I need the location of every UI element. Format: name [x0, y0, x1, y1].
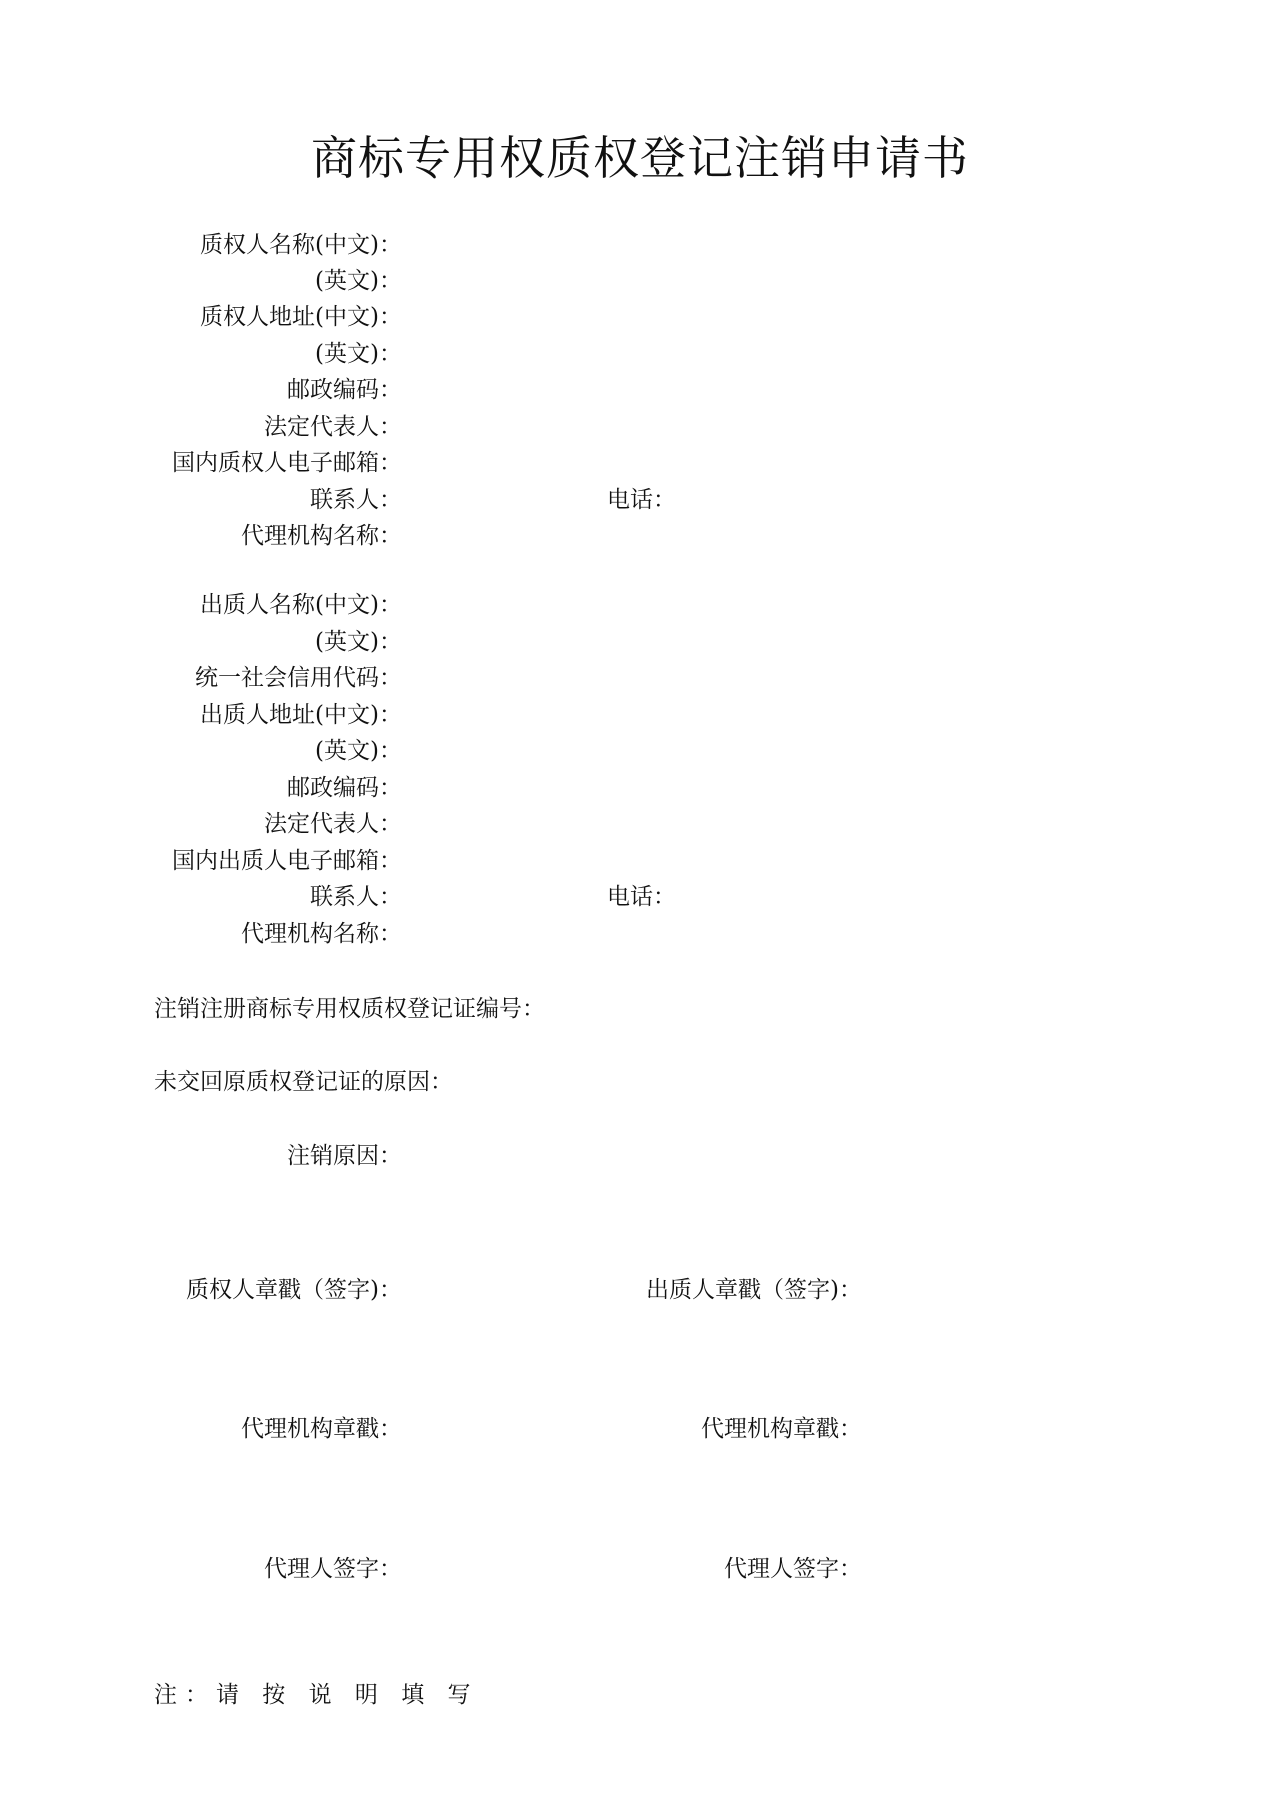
agent-sign-right-label: 代理人签字： [724, 1556, 862, 1582]
pledgee-email-label: 国内质权人电子邮箱： [172, 450, 402, 476]
pledgee-name-cn-label: 质权人名称(中文)： [200, 232, 402, 258]
pledgor-credit-code-label: 统一社会信用代码： [195, 665, 402, 691]
pledgor-agency-row [0, 916, 1280, 952]
pledgor-legal-rep-row [0, 806, 1280, 842]
cert-number-row [0, 991, 1280, 1027]
pledgor-contact-row [0, 879, 1280, 915]
cancel-reason-row [0, 1138, 1280, 1174]
pledgee-postcode-label: 邮政编码： [287, 377, 402, 403]
pledgee-agency-row [0, 518, 1280, 554]
agency-seal-row [0, 1411, 1280, 1447]
no-return-reason-row [0, 1064, 1280, 1100]
cancel-reason-label: 注销原因： [287, 1143, 402, 1169]
pledgee-seal-label: 质权人章戳（签字)： [186, 1277, 402, 1303]
pledgor-email-row [0, 843, 1280, 879]
agency-seal-right-label: 代理机构章戳： [701, 1416, 862, 1442]
pledgor-name-en-label: (英文)： [315, 629, 402, 655]
pledgor-postcode-label: 邮政编码： [287, 775, 402, 801]
cert-number-label: 注销注册商标专用权质权登记证编号： [154, 996, 545, 1022]
agency-seal-left-label: 代理机构章戳： [241, 1416, 402, 1442]
pledgee-name-en-row [0, 263, 1280, 299]
pledgor-legal-rep-label: 法定代表人： [264, 811, 402, 837]
pledgee-agency-label: 代理机构名称： [241, 523, 402, 549]
pledgor-credit-code-row [0, 660, 1280, 696]
pledgee-postcode-row [0, 372, 1280, 408]
pledgor-email-label: 国内出质人电子邮箱： [172, 848, 402, 874]
pledgor-name-cn-row [0, 587, 1280, 623]
fill-instruction-note: 注：请 按 说 明 填 写 [154, 1682, 479, 1708]
note-row [0, 1677, 1280, 1713]
pledgee-addr-en-row [0, 336, 1280, 372]
pledgee-name-cn-row [0, 227, 1280, 263]
pledgor-contact-label: 联系人： [310, 884, 402, 910]
pledgor-name-cn-label: 出质人名称(中文)： [200, 592, 402, 618]
pledgor-name-en-row [0, 624, 1280, 660]
pledgee-legal-rep-row [0, 409, 1280, 445]
pledgor-addr-cn-row [0, 697, 1280, 733]
seal-row [0, 1272, 1280, 1308]
pledgor-postcode-row [0, 770, 1280, 806]
pledgor-seal-label: 出质人章戳（签字)： [646, 1277, 862, 1303]
pledgor-addr-en-label: (英文)： [315, 738, 402, 764]
pledgee-addr-en-label: (英文)： [315, 341, 402, 367]
no-return-reason-label: 未交回原质权登记证的原因： [154, 1069, 453, 1095]
page-title: 商标专用权质权登记注销申请书 [311, 131, 969, 185]
pledgee-phone-label: 电话： [607, 487, 676, 513]
pledgor-phone-label: 电话： [607, 884, 676, 910]
pledgee-contact-row [0, 482, 1280, 518]
agent-sign-left-label: 代理人签字： [264, 1556, 402, 1582]
pledgee-name-en-label: (英文)： [315, 268, 402, 294]
pledgor-agency-label: 代理机构名称： [241, 921, 402, 947]
pledgee-email-row [0, 445, 1280, 481]
pledgee-addr-cn-label: 质权人地址(中文)： [200, 304, 402, 330]
pledgee-contact-label: 联系人： [310, 487, 402, 513]
pledgee-addr-cn-row [0, 299, 1280, 335]
pledgor-addr-en-row [0, 733, 1280, 769]
pledgee-legal-rep-label: 法定代表人： [264, 414, 402, 440]
agent-sign-row [0, 1551, 1280, 1587]
pledgor-addr-cn-label: 出质人地址(中文)： [200, 702, 402, 728]
